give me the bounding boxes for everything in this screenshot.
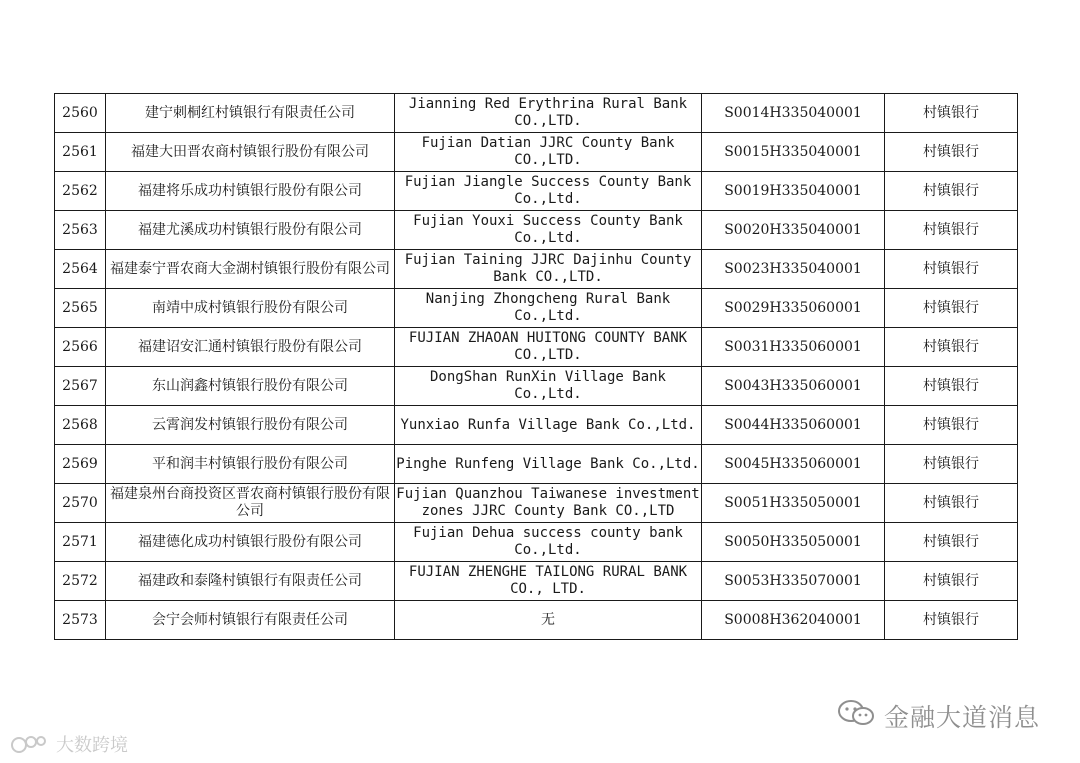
bank-name-english: Pinghe Runfeng Village Bank Co.,Ltd. — [395, 445, 702, 484]
bank-name-english: FUJIAN ZHENGHE TAILONG RURAL BANK CO., LTD. — [395, 562, 702, 601]
institution-code: S0044H335060001 — [702, 406, 885, 445]
table-row — [55, 133, 1018, 172]
institution-code: S0023H335040001 — [702, 250, 885, 289]
institution-code: S0045H335060001 — [702, 445, 885, 484]
watermark-right-text: 金融大道消息 — [884, 703, 1041, 732]
bank-name-english: Fujian Quanzhou Taiwanese investment zones JJRC County Bank CO.,LTD — [395, 484, 702, 523]
watermark-left-text: 大数跨境 — [56, 735, 128, 756]
institution-code: S0050H335050001 — [702, 523, 885, 562]
table-row — [55, 367, 1018, 406]
bank-list-table — [54, 93, 1018, 640]
institution-code: S0043H335060001 — [702, 367, 885, 406]
bank-name-chinese: 福建德化成功村镇银行股份有限公司 — [106, 523, 395, 562]
bank-name-chinese: 会宁会师村镇银行有限责任公司 — [106, 601, 395, 640]
row-number: 2561 — [55, 133, 106, 172]
institution-type: 村镇银行 — [885, 94, 1018, 133]
institution-type: 村镇银行 — [885, 133, 1018, 172]
bank-name-chinese: 东山润鑫村镇银行股份有限公司 — [106, 367, 395, 406]
table-row — [55, 406, 1018, 445]
institution-type: 村镇银行 — [885, 445, 1018, 484]
table-row — [55, 250, 1018, 289]
institution-code: S0020H335040001 — [702, 211, 885, 250]
row-number: 2567 — [55, 367, 106, 406]
bank-name-chinese: 福建泰宁晋农商大金湖村镇银行股份有限公司 — [106, 250, 395, 289]
bank-name-chinese: 福建诏安汇通村镇银行股份有限公司 — [106, 328, 395, 367]
institution-code: S0053H335070001 — [702, 562, 885, 601]
table-row — [55, 601, 1018, 640]
institution-type: 村镇银行 — [885, 406, 1018, 445]
bank-name-english: Nanjing Zhongcheng Rural Bank Co.,Ltd. — [395, 289, 702, 328]
institution-code: S0029H335060001 — [702, 289, 885, 328]
institution-type: 村镇银行 — [885, 328, 1018, 367]
bank-name-english: Fujian Dehua success county bank Co.,Ltd. — [395, 523, 702, 562]
row-number: 2573 — [55, 601, 106, 640]
table-row — [55, 484, 1018, 523]
institution-code: S0019H335040001 — [702, 172, 885, 211]
institution-type: 村镇银行 — [885, 250, 1018, 289]
bank-name-english: Yunxiao Runfa Village Bank Co.,Ltd. — [395, 406, 702, 445]
row-number: 2564 — [55, 250, 106, 289]
row-number: 2566 — [55, 328, 106, 367]
bank-name-chinese: 平和润丰村镇银行股份有限公司 — [106, 445, 395, 484]
table-row — [55, 289, 1018, 328]
institution-type: 村镇银行 — [885, 523, 1018, 562]
institution-code: S0014H335040001 — [702, 94, 885, 133]
institution-type: 村镇银行 — [885, 211, 1018, 250]
institution-code: S0051H335050001 — [702, 484, 885, 523]
row-number: 2569 — [55, 445, 106, 484]
watermark-right — [836, 698, 1040, 734]
bank-name-chinese: 福建大田晋农商村镇银行股份有限公司 — [106, 133, 395, 172]
row-number: 2562 — [55, 172, 106, 211]
table-row — [55, 445, 1018, 484]
watermark-left — [10, 731, 128, 757]
bubble-logo-icon — [10, 733, 50, 755]
table-body — [55, 94, 1018, 640]
table-row — [55, 94, 1018, 133]
bank-name-chinese: 福建尤溪成功村镇银行股份有限公司 — [106, 211, 395, 250]
bank-name-chinese: 南靖中成村镇银行股份有限公司 — [106, 289, 395, 328]
institution-type: 村镇银行 — [885, 484, 1018, 523]
table-row — [55, 523, 1018, 562]
bank-name-english: Fujian Jiangle Success County Bank Co.,Ltd. — [395, 172, 702, 211]
row-number: 2565 — [55, 289, 106, 328]
bank-name-english: DongShan RunXin Village Bank Co.,Ltd. — [395, 367, 702, 406]
bank-name-chinese: 建宁刺桐红村镇银行有限责任公司 — [106, 94, 395, 133]
row-number: 2571 — [55, 523, 106, 562]
bank-name-chinese: 福建泉州台商投资区晋农商村镇银行股份有限公司 — [106, 484, 395, 523]
institution-code: S0008H362040001 — [702, 601, 885, 640]
row-number: 2570 — [55, 484, 106, 523]
table-row — [55, 211, 1018, 250]
wechat-icon — [836, 698, 876, 734]
institution-type: 村镇银行 — [885, 172, 1018, 211]
bank-name-chinese: 福建政和泰隆村镇银行有限责任公司 — [106, 562, 395, 601]
bank-name-english: 无 — [395, 601, 702, 640]
institution-type: 村镇银行 — [885, 289, 1018, 328]
bank-name-chinese: 云霄润发村镇银行股份有限公司 — [106, 406, 395, 445]
table-row — [55, 172, 1018, 211]
bank-name-english: FUJIAN ZHAOAN HUITONG COUNTY BANK CO.,LTD. — [395, 328, 702, 367]
row-number: 2572 — [55, 562, 106, 601]
institution-code: S0031H335060001 — [702, 328, 885, 367]
bank-name-english: Fujian Youxi Success County Bank Co.,Ltd. — [395, 211, 702, 250]
table-row — [55, 562, 1018, 601]
bank-name-english: Fujian Taining JJRC Dajinhu County Bank CO.,LTD. — [395, 250, 702, 289]
institution-type: 村镇银行 — [885, 601, 1018, 640]
institution-type: 村镇银行 — [885, 367, 1018, 406]
row-number: 2560 — [55, 94, 106, 133]
bank-name-english: Jianning Red Erythrina Rural Bank CO.,LTD. — [395, 94, 702, 133]
institution-type: 村镇银行 — [885, 562, 1018, 601]
bank-name-english: Fujian Datian JJRC County Bank CO.,LTD. — [395, 133, 702, 172]
bank-name-chinese: 福建将乐成功村镇银行股份有限公司 — [106, 172, 395, 211]
table-row — [55, 328, 1018, 367]
institution-code: S0015H335040001 — [702, 133, 885, 172]
row-number: 2563 — [55, 211, 106, 250]
row-number: 2568 — [55, 406, 106, 445]
